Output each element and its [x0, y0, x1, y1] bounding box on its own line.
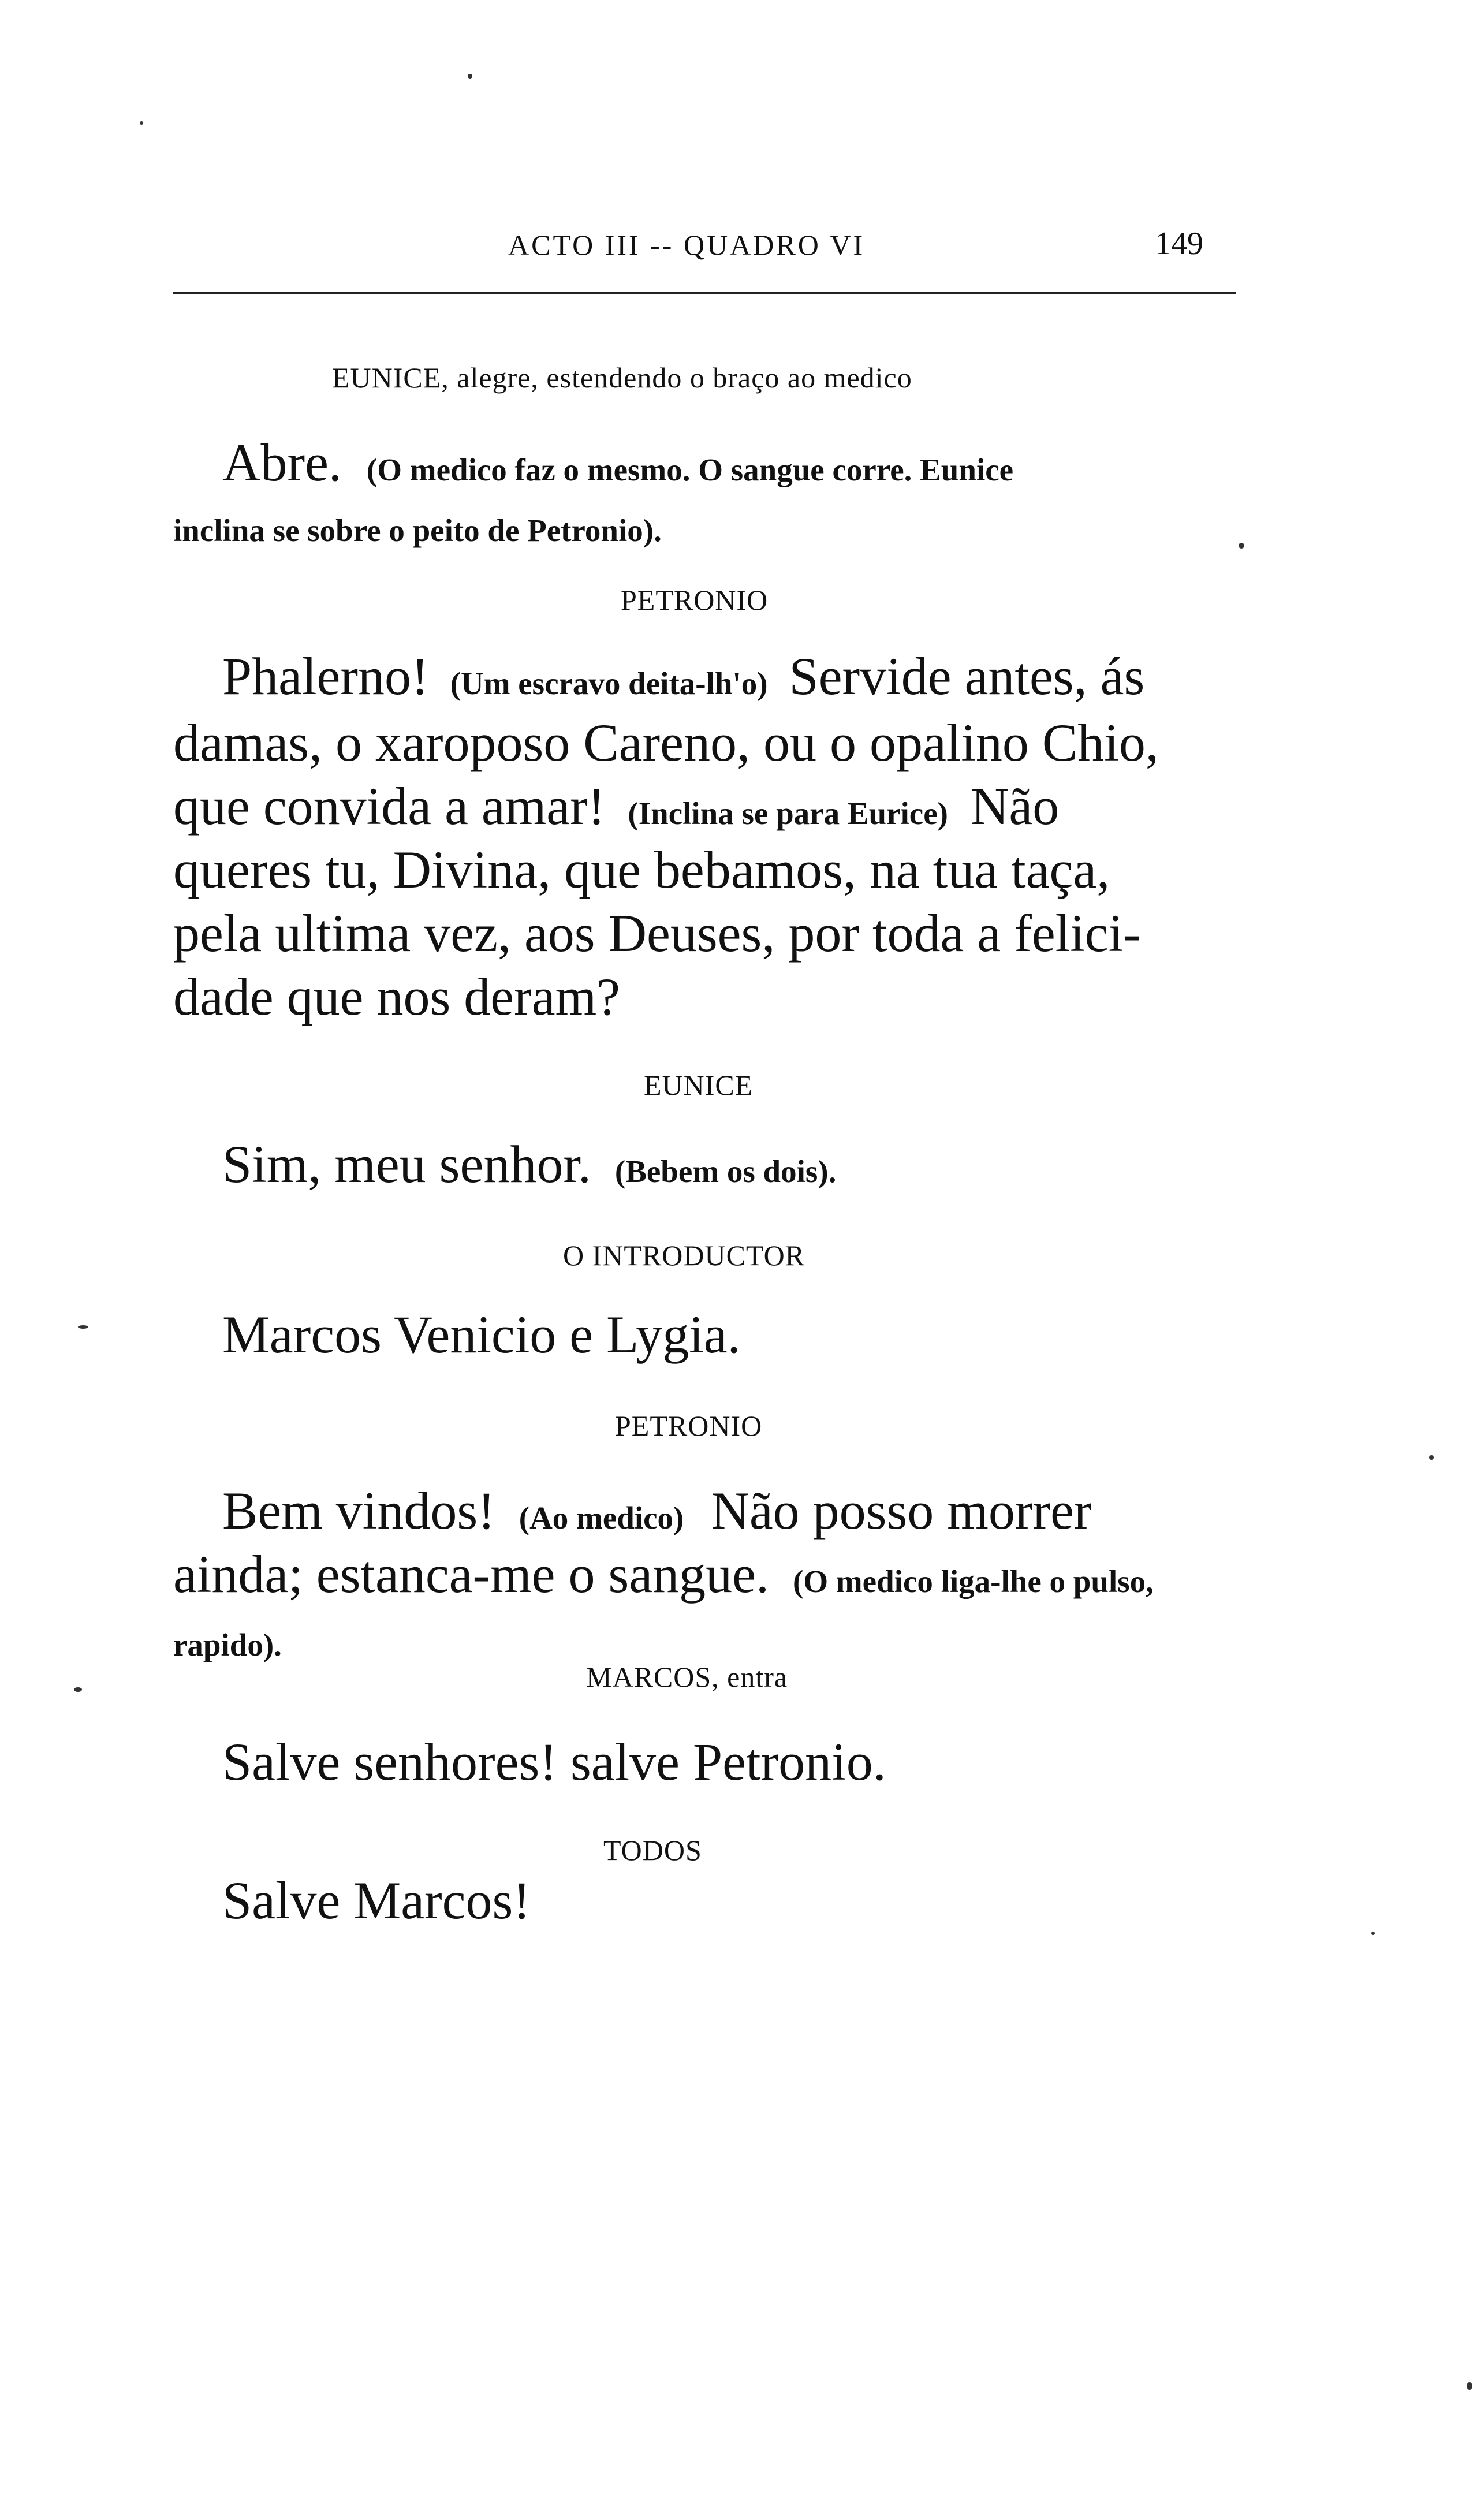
- dialogue-text: Bem vindos!: [222, 1481, 495, 1540]
- speaker-introductor: O INTRODUCTOR: [563, 1239, 805, 1272]
- speaker-petronio: PETRONIO: [615, 1410, 763, 1442]
- header-rule: [173, 292, 1236, 294]
- scan-speck: [78, 1325, 88, 1329]
- dialogue-text: Não posso morrer: [711, 1481, 1092, 1540]
- dialogue-line: queres tu, Divina, que bebamos, na tua taça,: [173, 840, 1110, 899]
- scan-speck: [74, 1687, 82, 1692]
- dialogue-line: Marcos Venicio e Lygia.: [222, 1305, 741, 1364]
- stage-direction: (Bebem os dois).: [614, 1154, 837, 1189]
- dialogue-line: Salve Marcos!: [222, 1871, 531, 1930]
- dialogue-line: dade que nos deram?: [173, 967, 621, 1026]
- stage-direction: inclina se sobre o peito de Petronio).: [173, 513, 662, 548]
- speaker-petronio: PETRONIO: [621, 584, 769, 616]
- dialogue-line: [222, 1481, 1296, 1540]
- dialogue-line: pela ultima vez, aos Deuses, por toda a felici-: [173, 904, 1141, 963]
- scan-speck: [1429, 1455, 1434, 1460]
- dialogue-text: que convida a amar!: [173, 777, 606, 836]
- page-number: 149: [1155, 226, 1203, 262]
- stage-direction: (Ao medico): [519, 1500, 684, 1535]
- stage-direction: rapido).: [173, 1627, 282, 1662]
- dialogue-line: [173, 497, 1247, 550]
- speaker-marcos: MARCOS, entra: [586, 1661, 788, 1693]
- dialogue-line: [222, 1135, 1296, 1194]
- scan-speck: [140, 121, 143, 125]
- stage-direction: (O medico faz o mesmo. O sangue corre. Eunice: [366, 452, 1014, 487]
- dialogue-line: [222, 647, 1296, 706]
- dialogue-line: [173, 777, 1247, 836]
- stage-direction: (Inclina se para Eurice): [628, 796, 948, 831]
- speaker-eunice: EUNICE: [644, 1069, 754, 1101]
- scan-speck: [468, 74, 472, 79]
- scan-speck: [1239, 543, 1244, 549]
- dialogue-line: [173, 1545, 1247, 1604]
- speaker-eunice-direction: EUNICE, alegre, estendendo o braço ao medico: [332, 361, 912, 394]
- dialogue-text: ainda; estanca-me o sangue.: [173, 1545, 769, 1604]
- stage-direction: (O medico liga-lhe o pulso,: [793, 1564, 1154, 1599]
- dialogue-text: Não: [970, 777, 1060, 836]
- scan-speck: [1467, 2382, 1472, 2390]
- dialogue-text: Servide antes, ás: [789, 647, 1145, 706]
- dialogue-text: Sim, meu senhor.: [222, 1135, 591, 1194]
- running-head: ACTO III -- QUADRO VI: [508, 229, 866, 261]
- scan-speck: [1371, 1932, 1375, 1935]
- dialogue-line: [173, 1611, 1247, 1664]
- dialogue-line: Salve senhores! salve Petronio.: [222, 1732, 886, 1791]
- dialogue-text: Abre.: [222, 433, 342, 492]
- dialogue-text: Phalerno!: [222, 647, 429, 706]
- dialogue-line: damas, o xaroposo Careno, ou o opalino Chio,: [173, 713, 1159, 772]
- stage-direction: (Um escravo deita-lh'o): [450, 666, 768, 701]
- speaker-todos: TODOS: [603, 1834, 702, 1866]
- dialogue-line: [222, 433, 1296, 492]
